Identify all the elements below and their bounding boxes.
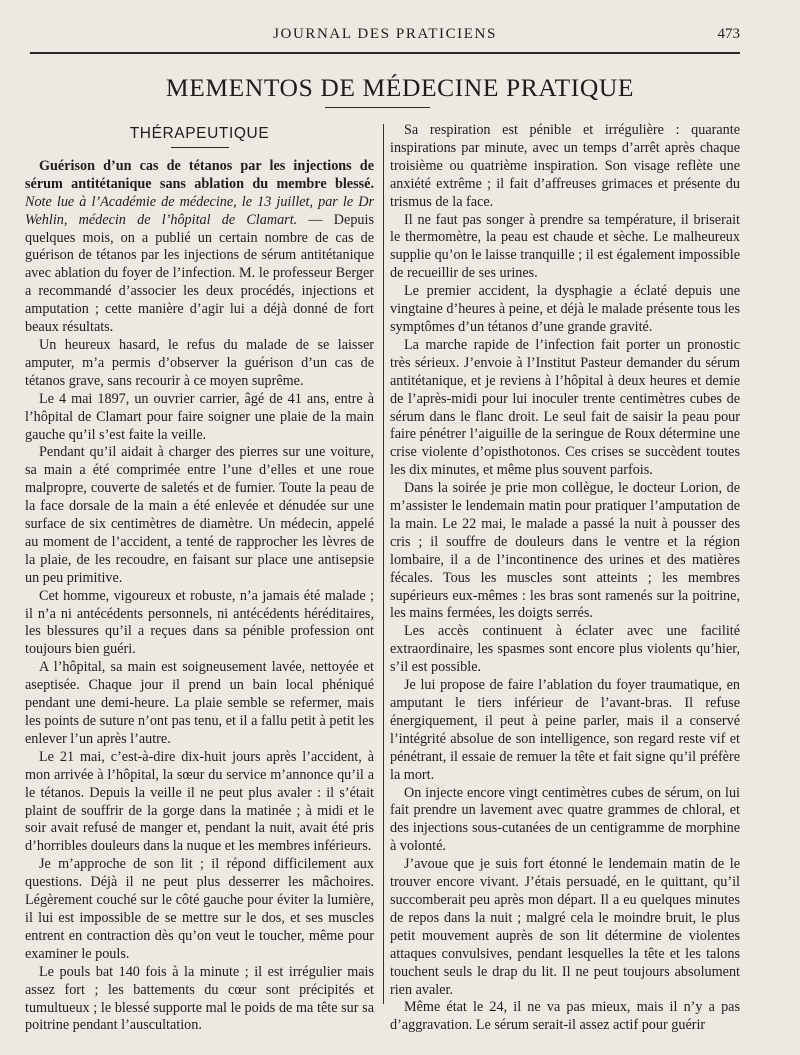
paragraph: Sa respiration est pénible et irrégulière : quarante inspirations par minute, avec un temps d’arrêt après chaque troisième ou quatrième inspiration. Son visage reflète une anxiété extrême ; il fait d’affreuses grimaces et présente du trismus de la face. bbox=[390, 122, 740, 210]
paragraph: Le pouls bat 140 fois à la minute ; il est irrégulier mais assez fort ; les battements du cœur sont précipités et tumultueux ; le blessé supporte mal le poids de ma tête sur sa poitrine pendant l’auscultation. bbox=[25, 963, 374, 1034]
paragraph: Les accès continuent à éclater avec une facilité extraordinaire, les spasmes sont encore plus violents qu’hier, s’il est possible. bbox=[390, 623, 740, 676]
paragraph: Le premier accident, la dysphagie a éclaté depuis une vingtaine d’heures à peine, et déjà le malade présente tous les symptômes d’un tétanos d’une grande gravité. bbox=[390, 283, 740, 335]
paragraph: Je lui propose de faire l’ablation du foyer traumatique, en amputant le tiers inférieur de l’avant-bras. Il refuse énergiquement, il peut à peine parler, mais il a conservé l’intégrité absolue de son intelligence, son regard reste vif et pénétrant, il essaie de remuer la tête et fait signe qu’il préfère la mort. bbox=[390, 677, 740, 783]
paragraph: J’avoue que je suis fort étonné le lendemain matin de le trouver encore vivant. J’étais persuadé, en le quittant, qu’il succomberait peu après mon départ. Il a eu quelques minutes de repos dans la nuit ; malgré cela le moindre bruit, le plus petit mouvement auprès de son lit détermine de violentes attaques convulsives, pendant lesquelles la tête et les talons touchent seuls le drap du lit. Il ne peut toujours absolument rien avaler. bbox=[390, 856, 740, 998]
subsection-rule bbox=[171, 147, 229, 148]
title-rule bbox=[325, 107, 430, 108]
paragraph: On injecte encore vingt centimètres cubes de sérum, on lui fait prendre un lavement avec quatre grammes de chloral, et des injections sous-cutanées de un centigramme de morphine à volonté. bbox=[390, 784, 740, 855]
lead-paragraph bbox=[25, 158, 374, 337]
subsection-title: THÉRAPEUTIQUE bbox=[129, 125, 270, 142]
paragraph: Un heureux hasard, le refus du malade de se laisser amputer, m’a permis d’observer la guérison d’un cas de tétanos grave, sans recourir à ce moyen suprême. bbox=[25, 336, 374, 389]
paragraph: Cet homme, vigoureux et robuste, n’a jamais été malade ; il n’a ni antécédents personnels, ni antécédents héréditaires, les blessures qu’il a reçues dans sa pénible profession ont toujours bien guéri. bbox=[25, 587, 374, 658]
right-column bbox=[390, 122, 740, 1035]
paragraph: Le 4 mai 1897, un ouvrier carrier, âgé de 41 ans, entre à l’hôpital de Clamart pour faire soigner une plaie de la main gauche qu’il s’est faite la veille. bbox=[25, 390, 374, 443]
page-number: 473 bbox=[717, 26, 740, 42]
paragraph: Pendant qu’il aidait à charger des pierres sur une voiture, sa main a été comprimée entre l’une d’elles et une roue malpropre, couverte de saletés et de fumier. Toute la peau de la face dorsale de la main a été enlevée et dénudée sur une surface de six centimètres de diamètre. Un médecin, appelé au moment de l’accident, a tenté de rapprocher les lèvres de la plaie, de les recoudre, en faisant sur place une antisepsie un peu primitive. bbox=[25, 444, 374, 586]
paragraph: Dans la soirée je prie mon collègue, le docteur Lorion, de m’assister le lendemain matin pour pratiquer l’amputation de la main. Le 22 mai, le malade a passé la nuit à pousser des cris ; il souffre de douleurs dans le ventre et la région lombaire, il a de l’incontinence des urines et des matières fécales. Tous les muscles sont atteints ; les membres supérieurs eux-mêmes : les bras sont ramenés sur la poitrine, les mains fermées, les doigts serrés. bbox=[390, 480, 740, 622]
paragraph: Il ne faut pas songer à prendre sa température, il briserait le thermomètre, la peau est chaude et sèche. Le malheureux supplie qu’on le laisse tranquille ; il est également impossible de recueillir de ses urines. bbox=[390, 211, 740, 282]
running-title: JOURNAL DES PRATICIENS bbox=[273, 26, 497, 42]
paragraph: A l’hôpital, sa main est soigneusement lavée, nettoyée et aseptisée. Chaque jour il prend un bain local phéniqué pendant une demi-heure. La plaie semble se refermer, mais les points de suture n’ont pas tenu, et il a fallu petit à petit les enlever l’un après l’autre. bbox=[25, 659, 374, 747]
article-note: Note lue à l’Académie de médecine, le 13 juillet, par le Dr Wehlin, médecin de l’hôpital de Clamart. bbox=[25, 193, 374, 228]
paragraph: Même état le 24, il ne va pas mieux, mais il n’y a pas d’aggravation. Le sérum serait-il assez actif pour guérir bbox=[390, 999, 740, 1034]
paragraph: La marche rapide de l’infection fait porter un pronostic très sérieux. J’envoie à l’Institut Pasteur demander du sérum antitétanique, et je reviens à l’hôpital à deux heures et demie de l’après-midi pour lui inoculer trente centimètres cubes de sérum dans le flanc droit. Le seul fait de saisir la peau pour faire pénétrer l’aiguille de la seringue de Roux détermine une crise violente d’opisthotonos. Ces crises se succèdent toutes les dix minutes, et même plus souvent parfois. bbox=[390, 336, 740, 479]
lead-text: — Depuis quelques mois, on a publié un certain nombre de cas de guérison de tétanos par les injections de sérum antitétanique avec ablation du foyer de l’infection. M. le professeur Berger a recommandé d’associer les deux procédés, injections et amputation ; cette manière d’agir lui a déjà donné de fort beaux résultats. bbox=[25, 211, 374, 336]
column-divider bbox=[383, 124, 384, 1004]
paragraph: Je m’approche de son lit ; il répond difficilement aux questions. Déjà il ne peut plus desserrer les mâchoires. Légèrement couché sur le côté gauche pour éviter la lumière, il lui est impossible de se mettre sur le dos, et ses muscles entrent en contraction dès qu’on veut le toucher, même pour examiner le pouls. bbox=[25, 856, 374, 962]
header-rule bbox=[30, 52, 740, 54]
article-title: Guérison d’un cas de tétanos par les injections de sérum antitétanique sans ablation du membre blessé. bbox=[25, 157, 374, 192]
left-column bbox=[25, 122, 374, 1035]
paragraph: Le 21 mai, c’est-à-dire dix-huit jours après l’accident, à mon arrivée à l’hôpital, la sœur du service m’annonce qu’il a le tétanos. Depuis la veille il ne peut plus avaler : il s’était plaint de souffrir de la gorge dans la matinée ; à midi et le soir avait refusé de manger et, pendant la nuit, avait été pris d’horribles douleurs dans la nuque et les membres inférieurs. bbox=[25, 748, 374, 855]
running-head bbox=[30, 26, 740, 48]
section-title: MEMENTOS DE MÉDECINE PRATIQUE bbox=[165, 73, 635, 102]
